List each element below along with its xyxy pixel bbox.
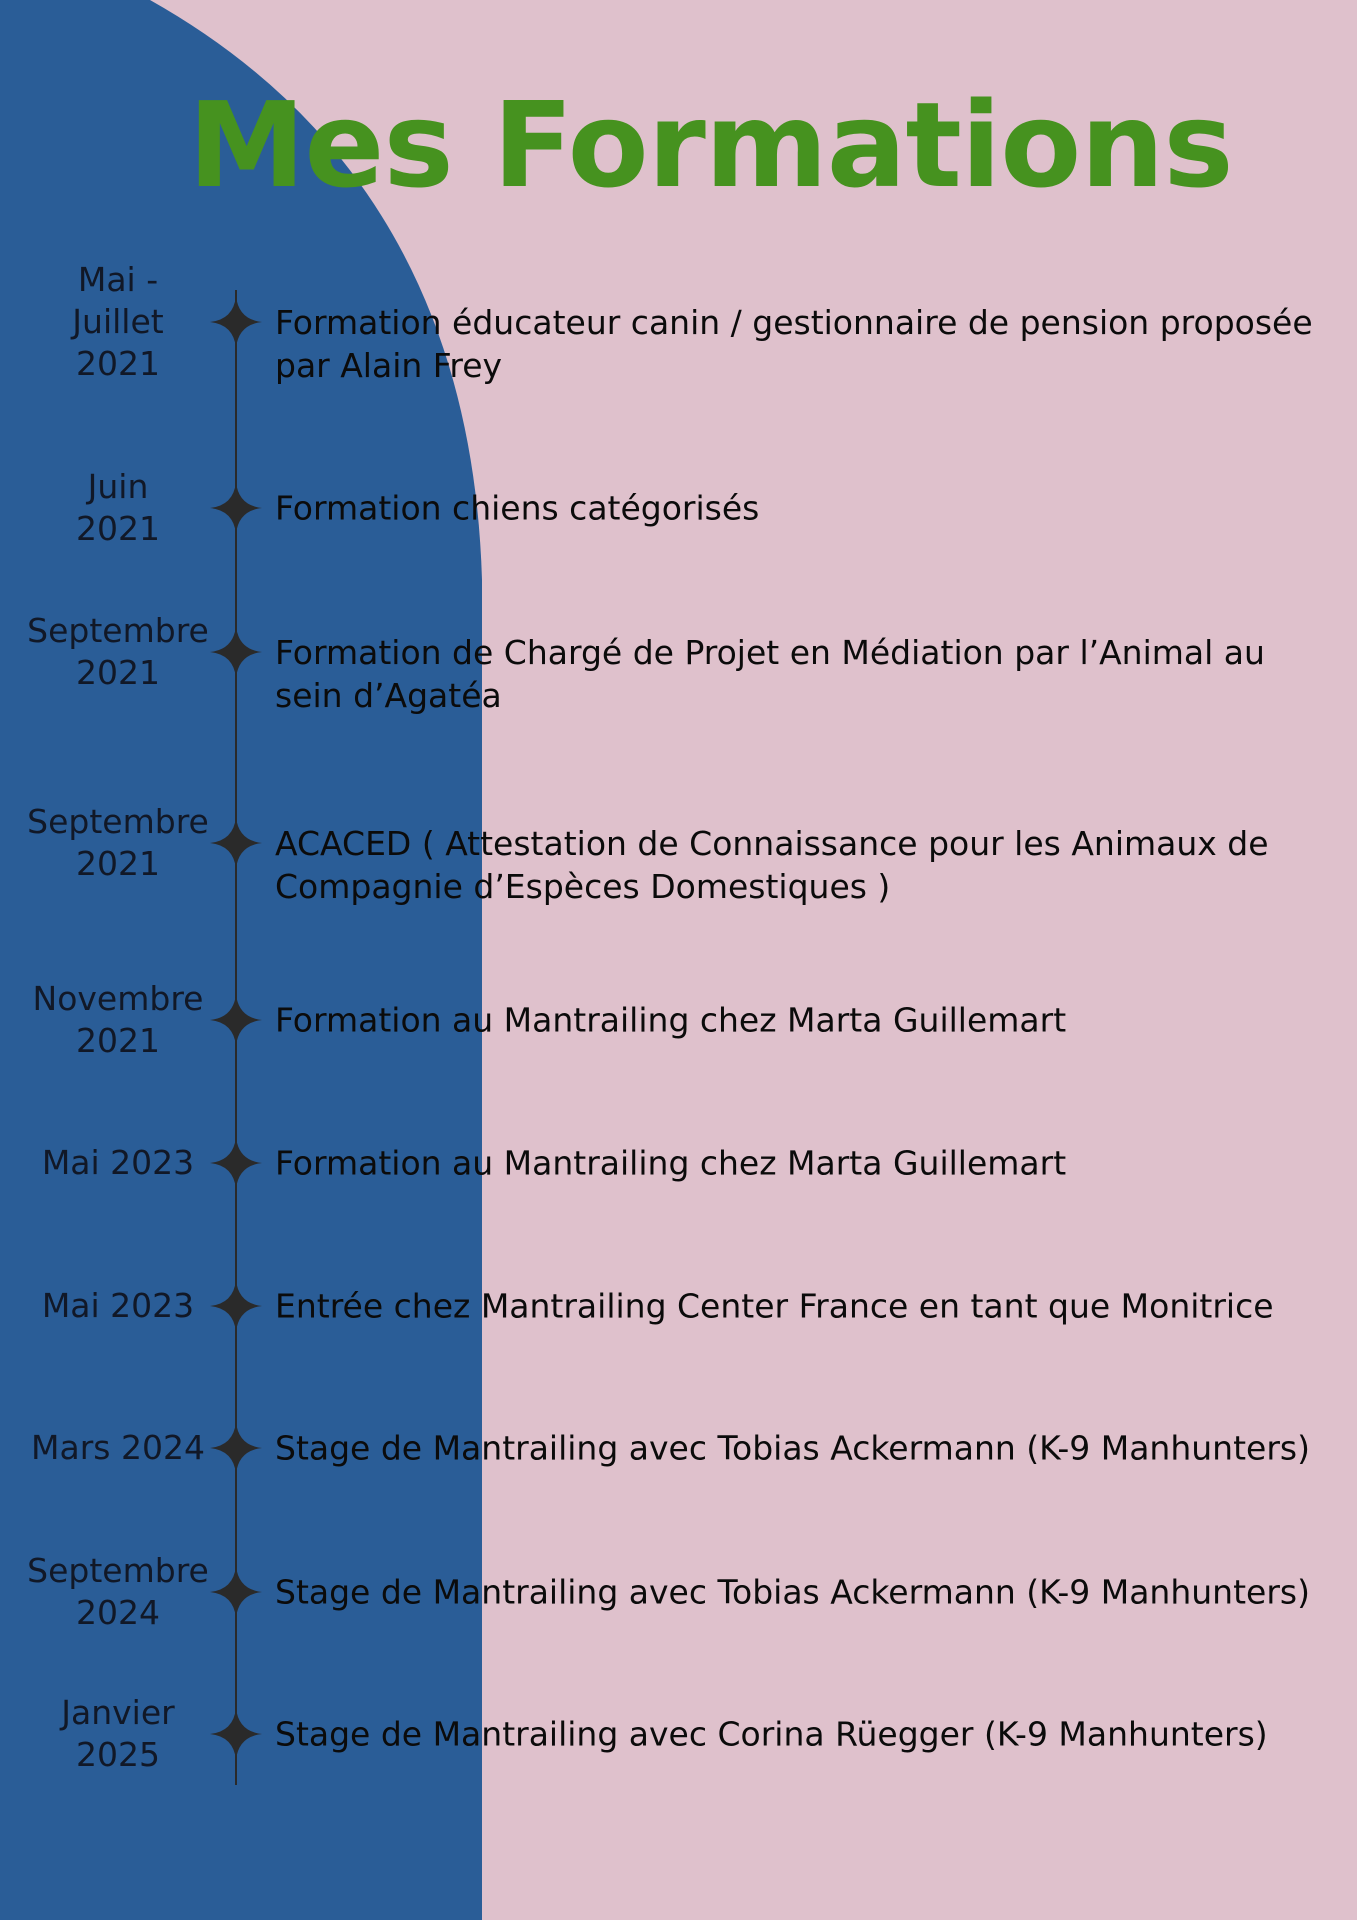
timeline-date [18, 1285, 218, 1327]
timeline-description: Stage de Mantrailing avec Tobias Ackermann (K-9 Manhunters) [275, 1572, 1310, 1612]
star-shape [210, 626, 262, 678]
four-point-star-icon [206, 1276, 266, 1336]
star-shape [210, 1280, 262, 1332]
four-point-star-icon [206, 478, 266, 538]
four-point-star-icon [206, 1704, 266, 1764]
timeline-date [18, 1550, 218, 1634]
page-title [0, 70, 1357, 220]
timeline-description: Formation au Mantrailing chez Marta Guillemart [275, 1143, 1067, 1183]
timeline-date-line: Mai 2023 [41, 1143, 195, 1182]
timeline-date-line: 2021 [76, 509, 160, 548]
star-shape [210, 994, 262, 1046]
timeline-date [18, 1142, 218, 1184]
timeline-description: ACACED ( Attestation de Connaissance pour les Animaux de Compagnie d’Espèces Domestiques ) [275, 824, 1269, 906]
star-shape [210, 1137, 262, 1189]
star-shape [210, 1566, 262, 1618]
star-shape [210, 817, 262, 869]
four-point-star-icon [206, 990, 266, 1050]
timeline-date [18, 1692, 218, 1776]
timeline-description: Formation de Chargé de Projet en Médiation par l’Animal au sein d’Agatéa [275, 633, 1265, 715]
four-point-star-icon [206, 622, 266, 682]
timeline-date-line: Juin [87, 467, 149, 506]
four-point-star-icon [206, 1418, 266, 1478]
star-shape [210, 482, 262, 534]
timeline-date [18, 978, 218, 1062]
timeline-date-line: Septembre [27, 611, 209, 650]
four-point-star-icon [206, 1562, 266, 1622]
timeline-description: Formation au Mantrailing chez Marta Guillemart [275, 1000, 1067, 1040]
star-shape [210, 1708, 262, 1760]
timeline-description: Stage de Mantrailing avec Tobias Ackermann (K-9 Manhunters) [275, 1428, 1310, 1468]
timeline-date [18, 610, 218, 694]
four-point-star-icon [206, 1133, 266, 1193]
timeline-date [18, 259, 218, 385]
page-title-text: Mes Formations [188, 76, 1233, 214]
timeline-date-line: Mars 2024 [31, 1428, 205, 1467]
timeline-date-line: 2021 [76, 1021, 160, 1060]
star-shape [210, 296, 262, 348]
timeline-date-line: Novembre [32, 979, 204, 1018]
timeline-date-line: Juillet [72, 302, 164, 341]
timeline-description: Formation éducateur canin / gestionnaire de pension proposée par Alain Frey [275, 303, 1313, 385]
timeline-date-line: Janvier [61, 1693, 175, 1732]
timeline-date-line: 2024 [76, 1593, 160, 1632]
timeline-description: Formation chiens catégorisés [275, 488, 760, 528]
timeline-date [18, 801, 218, 885]
four-point-star-icon [206, 292, 266, 352]
timeline-date-line: Septembre [27, 802, 209, 841]
four-point-star-icon [206, 813, 266, 873]
timeline-date-line: 2021 [76, 344, 160, 383]
timeline-description: Stage de Mantrailing avec Corina Rüegger (K-9 Manhunters) [275, 1714, 1268, 1754]
timeline-date [18, 466, 218, 550]
timeline-date-line: 2021 [76, 653, 160, 692]
timeline-date-line: Mai 2023 [41, 1286, 195, 1325]
timeline-date [18, 1427, 218, 1469]
star-shape [210, 1422, 262, 1474]
timeline-date-line: 2025 [76, 1735, 160, 1774]
timeline-date-line: Mai - [77, 260, 159, 299]
timeline-date-line: Septembre [27, 1551, 209, 1590]
timeline-date-line: 2021 [76, 844, 160, 883]
timeline-description: Entrée chez Mantrailing Center France en tant que Monitrice [275, 1286, 1274, 1326]
